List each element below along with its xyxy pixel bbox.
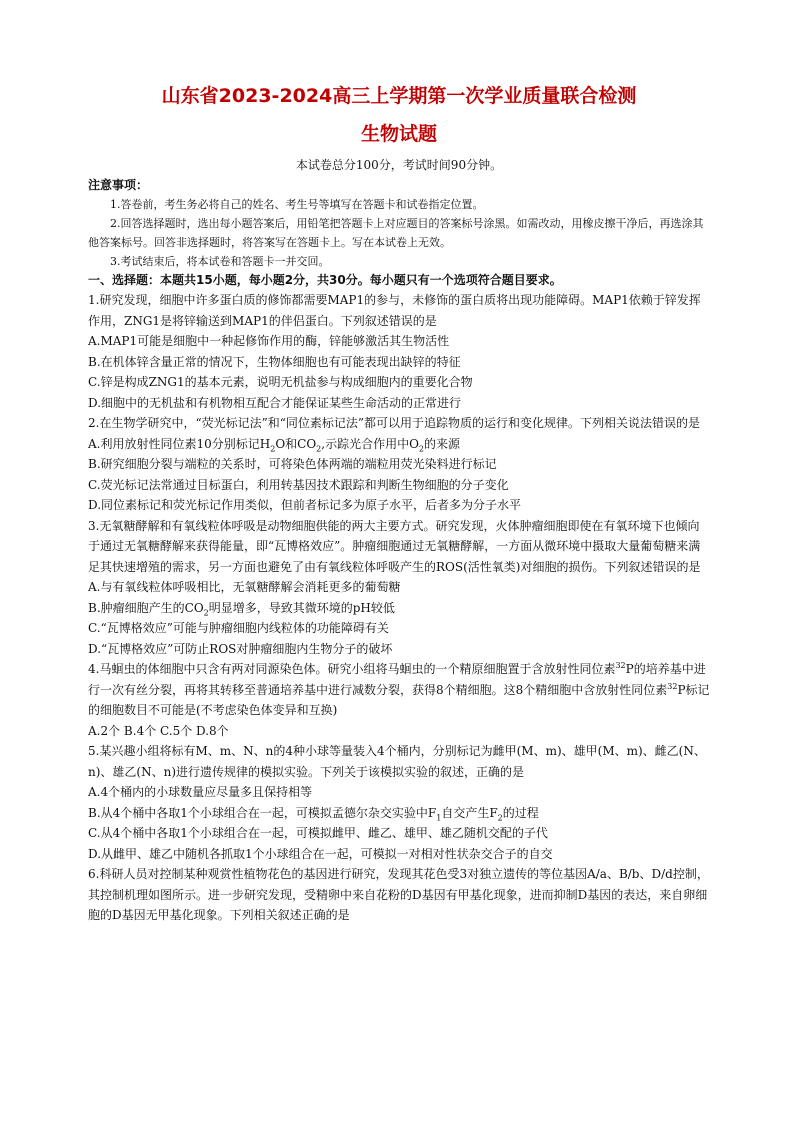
question-stem: 2.在生物学研究中，“荧光标记法”和“同位素标记法”都可以用于追踪物质的运行和变化规律。下列相关说法错误的是 — [88, 416, 700, 430]
question-6 — [88, 864, 710, 926]
option-c: C.从4个桶中各取1个小球组合在一起，可模拟雌甲、雌乙、雄甲、雄乙随机交配的子代 — [88, 826, 548, 840]
subscript: 2 — [203, 607, 209, 617]
option-c: C.荧光标记法常通过目标蛋白，利用转基因技术跟踪和判断生物细胞的分子变化 — [88, 477, 509, 492]
option-text: O和CO — [275, 436, 317, 451]
option-text: A.利用放射性同位素10分别标记H — [88, 436, 271, 451]
subscript: 2 — [497, 812, 503, 822]
option-b — [88, 803, 710, 824]
exam-meta: 本试卷总分100分，考试时间90分钟。 — [295, 158, 503, 172]
stem-text: P标记的细胞数目不可能是(不考虑染色体变异和互换) — [88, 682, 710, 717]
question-5 — [88, 741, 710, 864]
option-text: B.肿瘤细胞产生的CO — [88, 600, 204, 615]
option-text: 的来源 — [424, 436, 461, 451]
superscript: 32 — [615, 661, 626, 670]
stem-text: P的培养基中进行一次有丝分裂，再将其转移至普通培养基中进行减数分裂，获得8个精细胞。这8个精细胞中含放射性同位素 — [88, 662, 706, 697]
notice-item-3: 3.考试结束后，将本试卷和答题卡一并交回。 — [110, 255, 330, 268]
question-stem: 3.无氧糖酵解和有氧线粒体呼吸是动物细胞供能的两大主要方式。研究发现，火体肿瘤细胞即使在有氧环境下也倾向于通过无氧糖酵解来获得能量，即“瓦博格效应”。肿瘤细胞通过无氧糖酵解，一方面从微环境中摄取大量葡萄糖来满足其快速增殖的需求，另一方面也避免了由有氧线粒体呼吸产生的ROS(活性氧类)对细胞的损伤。下列叙述错误的是 — [88, 518, 701, 574]
question-1 — [88, 290, 710, 413]
question-stem: 1.研究发现，细胞中许多蛋白质的修饰都需要MAP1的参与，未修饰的蛋白质将出现功能障碍。MAP1依赖于锌发挥作用，ZNG1是将锌输送到MAP1的伴侣蛋白。下列叙述错误的是 — [88, 293, 701, 328]
option-a — [88, 434, 710, 455]
subscript: 1 — [436, 812, 442, 822]
option-text: 自交产生F — [441, 805, 498, 820]
option-d: D.同位素标记和荧光标记作用类似，但前者标记多为原子水平，后者多为分子水平 — [88, 498, 522, 512]
notice-heading: 注意事项： — [88, 178, 149, 192]
notice-item-1: 1.答卷前，考生务必将自己的姓名、考生号等填写在答题卡和试卷指定位置。 — [110, 198, 484, 211]
notice-item-2: 2.回答选择题时，选出每小题答案后，用铅笔把答题卡上对应题目的答案标号涂黑。如需改动，用橡皮擦干净后，再选涂其他答案标号。回答非选择题时，将答案写在答题卡上。写在本试卷上无效。 — [88, 217, 704, 249]
question-4 — [88, 659, 710, 741]
question-3 — [88, 516, 710, 660]
subscript: 2 — [270, 443, 276, 453]
option-text: 的过程 — [502, 805, 539, 820]
option-a: A.与有氧线粒体呼吸相比，无氧糖酵解会消耗更多的葡萄糖 — [88, 580, 401, 594]
options-line: A.2个 B.4个 C.5个 D.8个 — [88, 723, 229, 738]
exam-subject: 生物试题 — [360, 123, 437, 145]
option-text: ,示踪光合作用中O — [321, 436, 419, 451]
option-d: D.从雌甲、雄乙中随机各抓取1个小球组合在一起，可模拟一对相对性状杂交合子的自交 — [88, 846, 553, 861]
subscript: 2 — [316, 443, 322, 453]
option-c: C.“瓦博格效应”可能与肿瘤细胞内线粒体的功能障碍有关 — [88, 621, 389, 635]
subscript: 2 — [418, 443, 425, 453]
option-d: D.细胞中的无机盐和有机物相互配合才能保证某些生命活动的正常进行 — [88, 395, 462, 410]
exam-title: 山东省2023-2024高三上学期第一次学业质量联合检测 — [161, 85, 637, 107]
section-heading: 一、选择题：本题共15小题，每小题2分，共30分。每小题只有一个选项符合题目要求。 — [88, 273, 562, 287]
superscript: 32 — [667, 681, 678, 691]
option-a: A.MAP1可能是细胞中一种起修饰作用的酶，锌能够激活其生物活性 — [88, 334, 450, 348]
option-c: C.锌是构成ZNG1的基本元素，说明无机盐参与构成细胞内的重要化合物 — [88, 375, 473, 389]
option-a: A.4个桶内的小球数量应尽量多且保持相等 — [88, 785, 313, 799]
question-stem: 6.科研人员对控制某种观赏性植物花色的基因进行研究，发现其花色受3对独立遗传的等位基因A/a、B/b、D/d控制，其控制机理如图所示。进一步研究发现，受精卵中来自花粉的D基因有甲基化现象，进而抑制D基因的表达，来自卵细胞的D基因无甲基化现象。下列相关叙述正确的是 — [88, 867, 709, 922]
question-stem — [88, 659, 710, 721]
question-2 — [88, 413, 710, 516]
option-b: B.在机体锌含量正常的情况下，生物体细胞也有可能表现出缺锌的特征 — [88, 354, 461, 369]
option-text: B.从4个桶中各取1个小球组合在一起，可模拟孟德尔杂交实验中F — [88, 805, 437, 820]
option-text: 明显增多，导致其微环境的pH较低 — [208, 600, 395, 615]
option-b — [88, 598, 710, 619]
option-b: B.研究细胞分裂与端粒的关系时，可将染色体两端的端粒用荧光染料进行标记 — [88, 457, 497, 471]
stem-text: 4.马蛔虫的体细胞中只含有两对同源染色体。研究小组将马蛔虫的一个精原细胞置于含放射性同位素 — [88, 662, 616, 676]
question-stem: 5.某兴趣小组将标有M、m、N、n的4种小球等量装入4个桶内，分别标记为雌甲(M、m)、雄甲(M、m)、雌乙(N、n)、雄乙(N、n)进行遗传规律的模拟实验。下列关于该模拟实验的叙述，正确的是 — [88, 744, 706, 779]
option-d: D.“瓦博格效应”可防止ROS对肿瘤细胞内生物分子的破坏 — [88, 641, 393, 656]
